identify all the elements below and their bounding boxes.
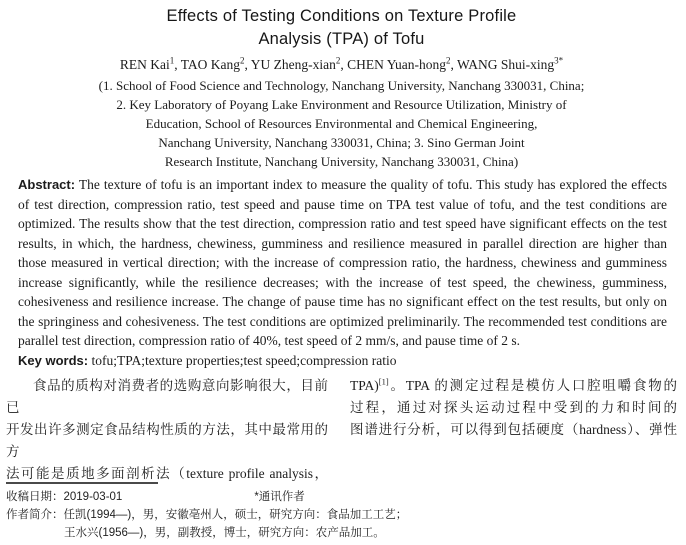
body-text-line: 开发出许多测定食品结构性质的方法，其中最常用的方: [6, 422, 328, 459]
body-text-line: 食品的质构对消费者的选购意向影响很大，目前已: [6, 378, 328, 415]
abstract-text: The texture of tofu is an important index to measure the quality of tofu. This study has explored the effects of test direction, compression ratio, test speed and pause time on TPA test value of tofu, and the test conditions are optimized. The results show that the test direction, compression ratio and test speed have significant effects on the test results, in which, the hardness, chewiness, gumminess and resilience measured in parallel direction are higher than those measured in vertical direction; with the increase of compression ratio, the hardness, chewiness and gumminess increase significantly, while the resilience decreases; with the increase of test speed, the chewiness, gumminess, cohesiveness and resilience increase. The change of pause time has no significant effect on the test results, but only on the springiness and cohesiveness. The test conditions are optimized preliminarily. The recommended test conditions are parallel test direction, compression ratio of 40%, test speed of 2 mm/s, and pause time of 2 s.: [18, 177, 667, 348]
author-line: [6, 56, 677, 74]
abstract-paragraph: [18, 175, 667, 351]
author-superscript: 2: [240, 55, 245, 66]
body-text-fragment: TPA): [350, 378, 379, 393]
received-date-line: [6, 488, 677, 506]
abstract-label: Abstract:: [18, 177, 76, 192]
footnote: [6, 482, 677, 542]
author-name: TAO Kang: [180, 57, 241, 72]
author-bio-line-1: 作者简介：任凯(1994—)，男，安徽亳州人，硕士，研究方向：食品加工工艺；: [6, 509, 408, 521]
author-name: WANG Shui-xing: [457, 57, 555, 72]
body-text-line: [350, 375, 677, 397]
page-title: [6, 5, 677, 51]
title-line-1: Effects of Testing Conditions on Texture Profile: [166, 7, 517, 25]
keywords-text: tofu;TPA;texture properties;test speed;compression ratio: [88, 352, 397, 368]
affiliation-line: Research Institute, Nanchang University, Nanchang 330031, China): [164, 154, 519, 169]
author-bio-line-2: 王水兴(1956—)，男，副教授，博士，研究方向：农产品加工。: [64, 527, 385, 539]
author-name: CHEN Yuan-hong: [347, 57, 446, 72]
affiliation-line: Education, School of Resources Environmental and Chemical Engineering,: [145, 116, 538, 131]
author-name: YU Zheng-xian: [250, 57, 336, 72]
affiliation-line: (1. School of Food Science and Technology, Nanchang University, Nanchang 330031, China;: [98, 78, 585, 93]
body-text-line: 过程，通过对探头运动过程中受到的力和时间的: [350, 400, 677, 415]
corresponding-author-note: *通讯作者: [254, 491, 305, 503]
body-text-line: 法可能是质地多面剖析法（texture profile analysis，: [6, 466, 328, 481]
affiliation-line: Nanchang University, Nanchang 330031, China; 3. Sino German Joint: [158, 135, 525, 150]
author-superscript: 2: [335, 55, 341, 66]
author-superscript: 2: [446, 55, 451, 66]
citation-superscript: [1]: [378, 376, 389, 387]
author-superscript: 1: [169, 55, 175, 66]
title-line-2: Analysis (TPA) of Tofu: [258, 30, 425, 48]
right-column: [350, 375, 677, 485]
affiliation-line: 2. Key Laboratory of Poyang Lake Environment and Resource Utilization, Ministry of: [116, 97, 567, 112]
author-separator: ,: [450, 57, 458, 72]
left-column: [6, 375, 328, 485]
author-separator: ,: [340, 57, 348, 72]
footnote-separator-rule: [6, 482, 158, 484]
keywords-label: Key words:: [18, 352, 89, 368]
abstract-section: [18, 175, 667, 370]
keywords-line: [18, 351, 667, 371]
received-date: 收稿日期：2019-03-01: [6, 491, 123, 503]
affiliations: [6, 76, 677, 171]
author-name: REN Kai: [119, 57, 170, 72]
body-text-line: 图谱进行分析，可以得到包括硬度（hardness）、弹性: [350, 422, 677, 437]
author-superscript: 3*: [554, 55, 564, 66]
body-text-fragment: 。TPA 的测定过程是模仿人口腔咀嚼食物的: [388, 378, 677, 393]
author-separator: ,: [244, 57, 251, 72]
author-separator: ,: [174, 57, 181, 72]
body-columns: [6, 375, 677, 485]
